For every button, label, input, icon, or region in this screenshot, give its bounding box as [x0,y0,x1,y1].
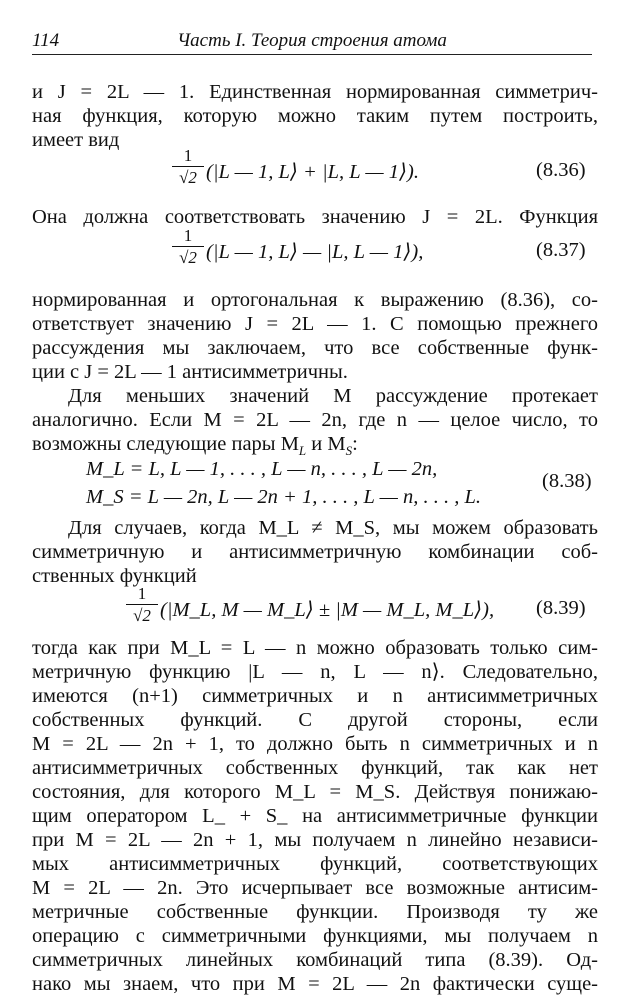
fraction-denominator: √2 [179,248,197,267]
text-line: ная функция, которую можно таким путем построить, [32,105,598,127]
text-line: ции с J = 2L — 1 антисимметричны. [32,361,348,383]
text-line: ственных функций [32,565,197,587]
text-line: собственных функций. С другой стороны, если [32,709,598,731]
text-line: антисимметричных собственных функций, так как нет [32,757,598,779]
fraction-numerator: 1 [172,226,204,247]
fraction-denominator: √2 [179,168,197,187]
text-line: ответствует значению J = 2L — 1. С помощью прежнего [32,313,598,335]
running-title: Часть I. Теория строения атома [177,30,447,51]
text-line: метричные собственные функции. Производя ту же [32,901,598,923]
text-line: операцию с симметричными функциями, мы получаем n [32,925,598,947]
equation-8-36: (|L — 1, L⟩ + |L, L — 1⟩). [206,161,419,183]
equation-8-38-row1: M_L = L, L — 1, . . . , L — n, . . . , L — 2n, [86,458,438,480]
running-header [32,30,592,55]
equation-label: (8.39) [536,597,586,619]
fraction-denominator: √2 [133,606,151,625]
fraction-numerator: 1 [172,146,204,167]
page-number: 114 [32,30,60,51]
text-segment: возможны следующие пары M [32,433,299,455]
equation-label: (8.36) [536,159,586,181]
subscript: S [345,443,353,459]
text-line: щим оператором L_ + S_ на антисимметричные функции [32,805,598,827]
text-line: нако мы знаем, что при M = 2L — 2n фактически суще- [32,973,598,995]
text-line: имеет вид [32,129,120,151]
text-line: при M = 2L — 2n + 1, мы получаем n линейно независи- [32,829,598,851]
text-line: Для меньших значений M рассуждение протекает [68,385,598,407]
text-line: состояния, для которого M_L = M_S. Действуя понижаю- [32,781,598,803]
text-line: Для случаев, когда M_L ≠ M_S, мы можем образовать [68,517,598,539]
fraction [172,146,204,189]
equation-label: (8.37) [536,239,586,261]
equation-8-39: (|M_L, M — M_L⟩ ± |M — M_L, M_L⟩), [160,599,495,621]
text-line: аналогично. Если M = 2L — 2n, где n — целое число, то [32,409,598,431]
text-line: симметричную и антисимметричную комбинации соб- [32,541,598,563]
text-line: тогда как при M_L = L — n можно образовать только сим- [32,637,598,659]
text-line: M = 2L — 2n. Это исчерпывает все возможные антисим- [32,877,598,899]
equation-8-37: (|L — 1, L⟩ — |L, L — 1⟩), [206,241,424,263]
equation-8-38-row2: M_S = L — 2n, L — 2n + 1, . . . , L — n, . . . , L. [86,486,482,508]
text-line: имеются (n+1) симметричных и n антисимметричных [32,685,598,707]
text-line: мых антисимметричных функций, соответствующих [32,853,598,875]
text-line: симметричных линейных комбинаций типа (8.39). Од- [32,949,598,971]
equation-label: (8.38) [542,470,592,492]
text-segment: и M [306,433,346,455]
text-line: и J = 2L — 1. Единственная нормированная симметрич- [32,81,598,103]
fraction [172,226,204,269]
text-line: нормированная и ортогональная к выражению (8.36), со- [32,289,598,311]
fraction [126,584,158,627]
subscript: L [298,443,307,459]
text-line: метричную функцию |L — n, L — n⟩. Следовательно, [32,661,598,683]
text-line: M = 2L — 2n + 1, то должно быть n симметричных и n [32,733,598,755]
fraction-numerator: 1 [126,584,158,605]
text-line: рассуждения мы заключаем, что все собственные функ- [32,337,598,359]
text-line: Она должна соответствовать значению J = 2L. Функция [32,206,598,228]
text-segment: : [352,433,358,455]
